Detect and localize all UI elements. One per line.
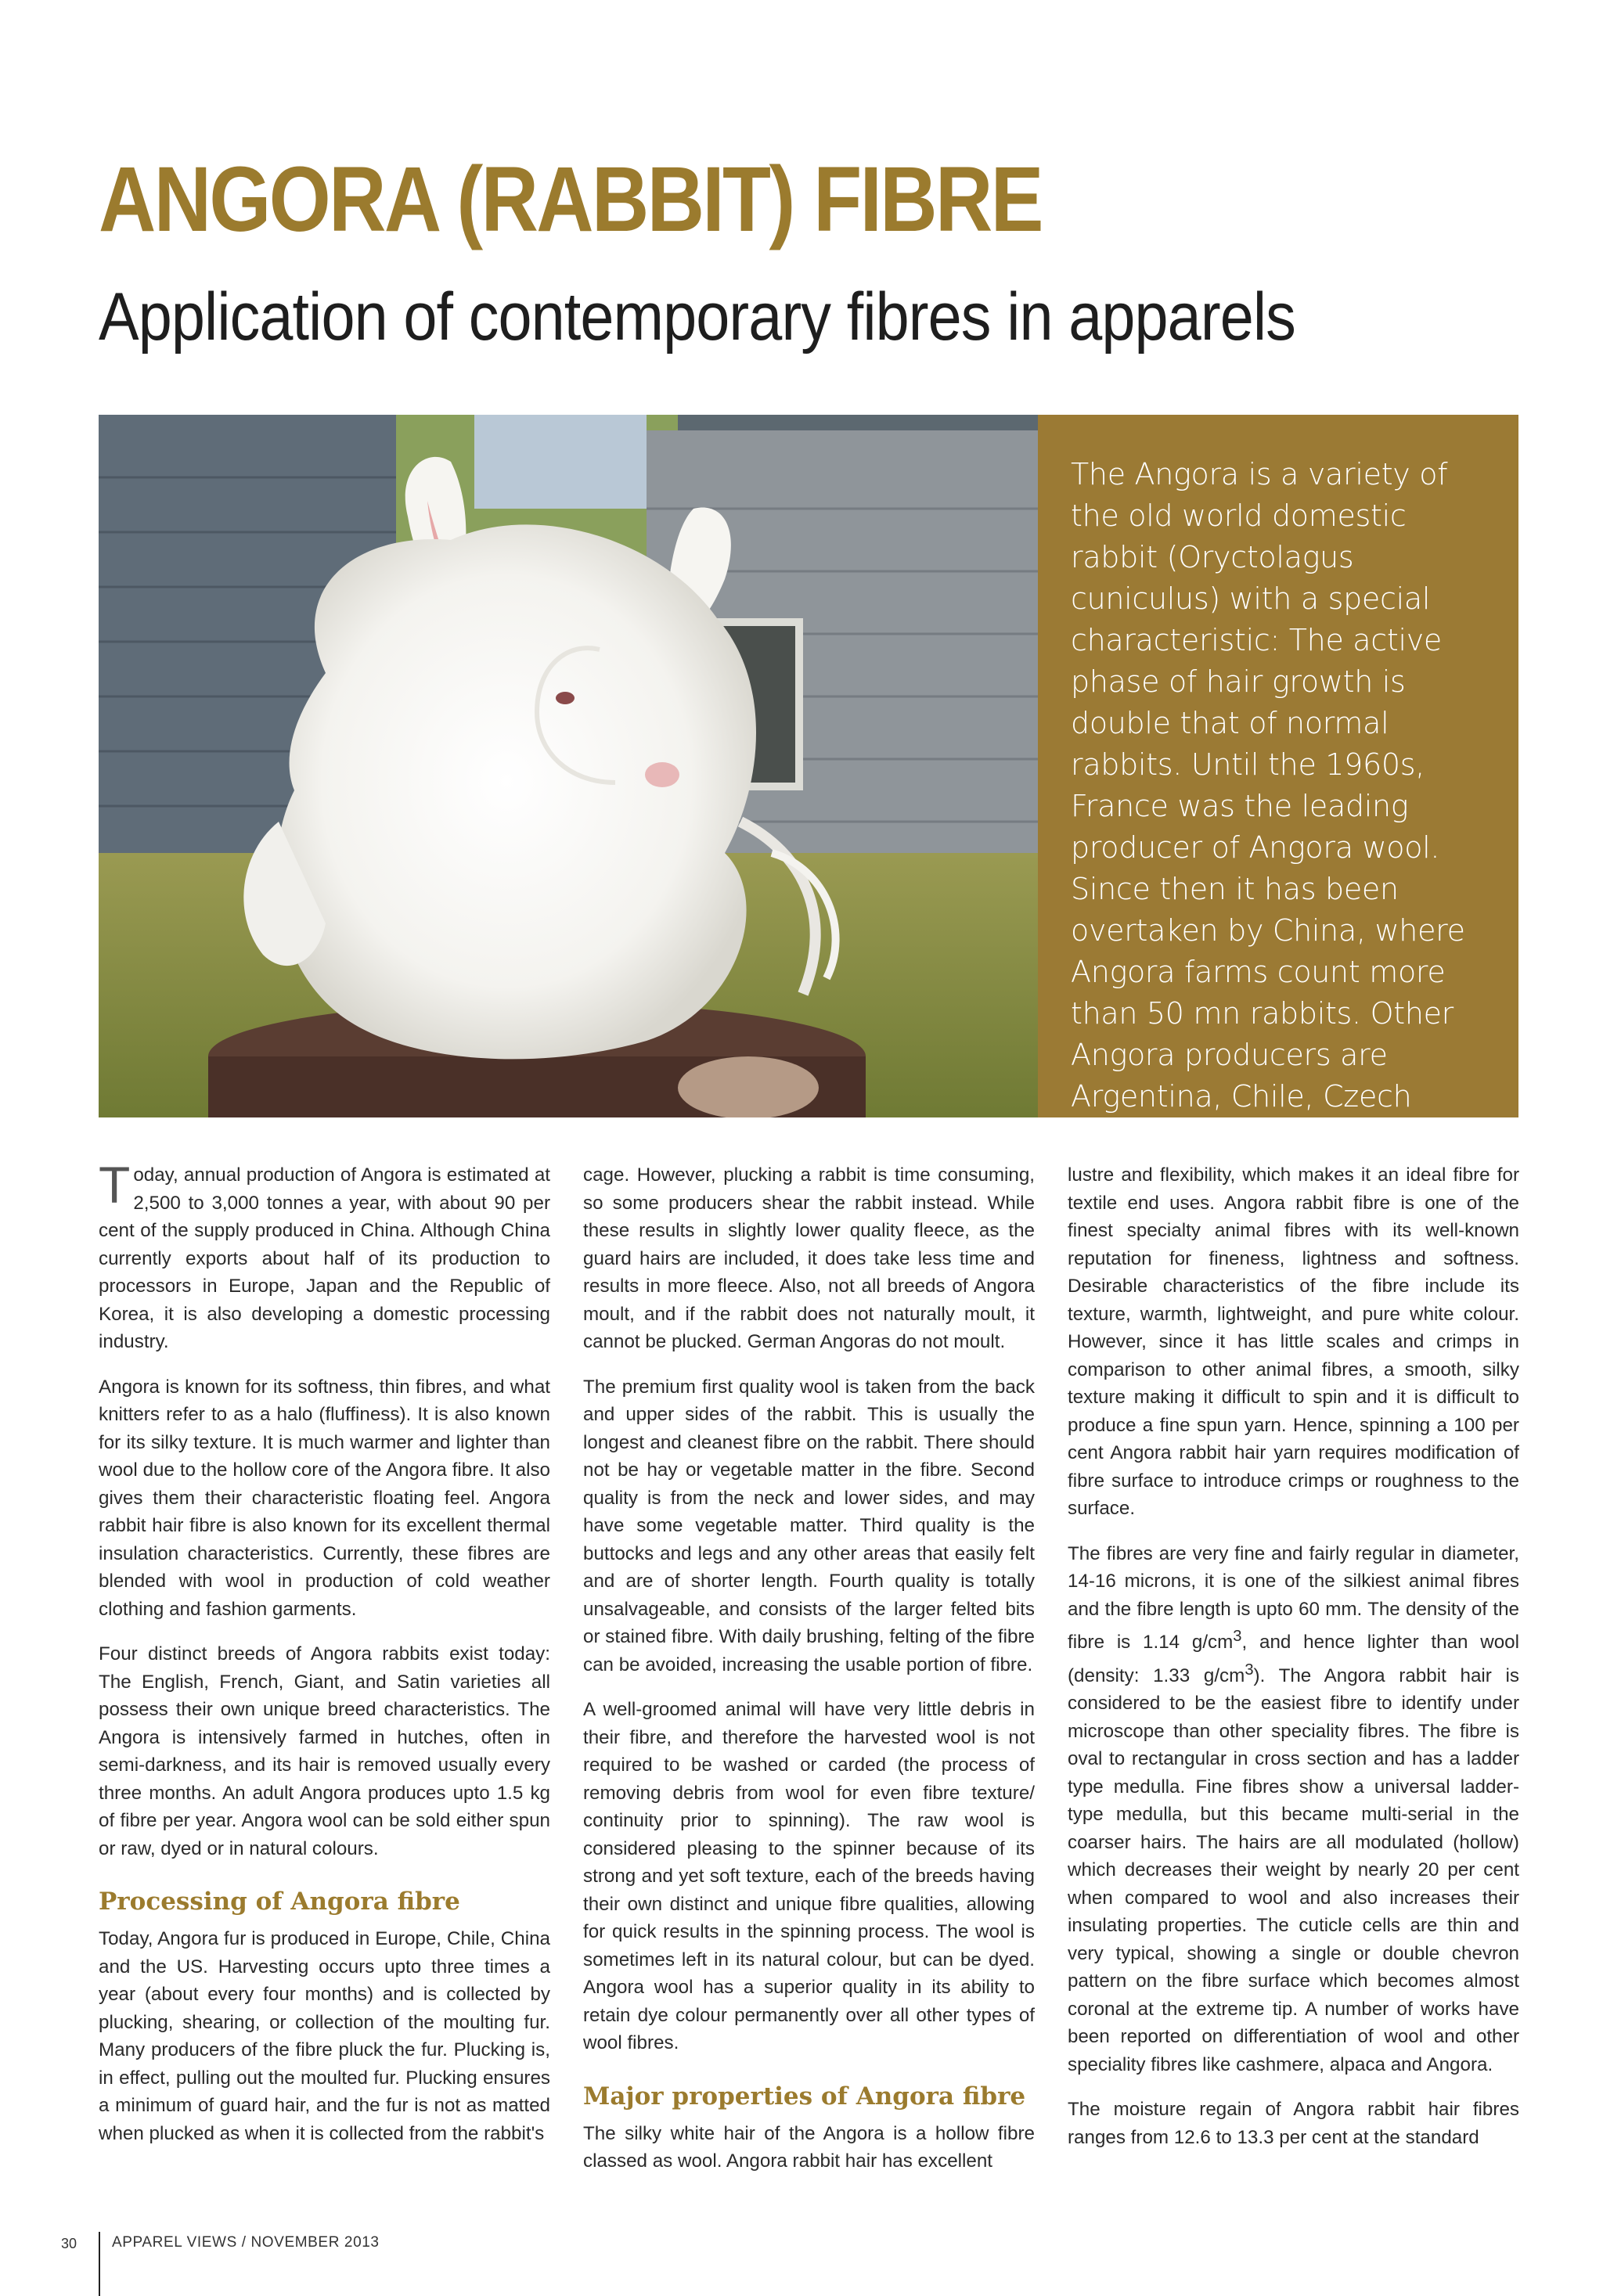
paragraph: The moisture regain of Angora rabbit hair fibres ranges from 12.6 to 13.3 per cent at the standard — [1068, 2099, 1519, 2148]
paragraph: The premium first quality wool is taken from the back and upper sides of the rabbit. This is usually the longest and cleanest fibre on the rabbit. There should not be hay or vegetable matter in the fibre. Second quality is from the neck and lower sides, and may have some vegetable matter. Third quality is the buttocks and legs and any other areas that easily felt and are of shorter length. Fourth quality is totally unsalvageable, and consists of the larger felted bits or stained fibre. With daily brushing, felting of the fibre can be avoided, increasing the usable portion of fibre. — [583, 1376, 1035, 1675]
article-subtitle: Application of contemporary fibres in apparels — [99, 279, 1295, 354]
end-mark-icon — [1400, 1135, 1414, 1149]
superscript: 3 — [1233, 1628, 1242, 1645]
intro-sidebar — [1038, 415, 1518, 1155]
paragraph — [99, 1156, 550, 1356]
paragraph-text: , and hence lighter than wool (density: 1.33 g/cm — [1068, 1632, 1519, 1686]
paragraph-text: oday, annual production of Angora is estimated at 2,500 to 3,000 tonnes a year, with about 90 per cent of the supply produced in China. Although China currently exports about half of its production to processors in Europe, Japan and the Republic of Korea, it is also developing a domestic processing industry. — [99, 1164, 550, 1352]
paragraph-text: The fibres are very fine and fairly regular in diameter, 14-16 microns, it is one of the silkiest animal fibres and the fibre length is upto 60 mm. The density of the fibre is 1.14 g/cm — [1068, 1542, 1519, 1654]
paragraph: Angora is known for its softness, thin fibres, and what knitters refer to as a halo (fluffiness). It is also known for its silky texture. It is much warmer and lighter than wool due to the hollow core of the Angora fibre. It also gives them their characteristic floating feel. Angora rabbit hair fibre is also known for its excellent thermal insulation characteristics. Currently, these fibres are blended with wool in production of cold weather clothing and fashion garments. — [99, 1376, 550, 1620]
paragraph: A well-groomed animal will have very little debris in their fibre, and therefore the harvested wool is not required to be washed or carded (the process of removing debris from wool for even fibre texture/ continuity prior to spinning). The raw wool is considered pleasing to the spinner because of its strong and yet soft texture, each of the breeds having their own distinct and unique fibre qualities, allowing for quick results in the spinning process. The wool is sometimes left in its natural colour, but can be dyed. Angora wool has a superior quality in its ability to retain dye colour permanently over all other types of wool fibres. — [583, 1699, 1035, 2053]
paragraph-text: ). The Angora rabbit hair is considered to be the easiest fibre to identify under microscope than other speciality fibres. The fibre is oval to rectangular in cross section and has a ladder type medulla. Fine fibres show a universal ladder-type medulla, but this became multi-serial in the coarser hairs. The hairs are all modulated (hollow) which decreases their weight by nearly 20 per cent when compared to wool and also increases their insulating properties. The cuticle cells are thin and very typical, showing a single or double chevron pattern on the fibre surface which becomes almost coronal at the extreme tip. A number of works have been reported on differentiation of wool and other speciality fibres like cashmere, alpaca and Angora. — [1068, 1664, 1519, 2075]
section-heading: Processing of Angora fibre — [99, 1888, 460, 1916]
column-3 — [1068, 1161, 1519, 2186]
section-heading: Major properties of Angora fibre — [583, 2082, 1026, 2111]
drop-cap: T — [99, 1156, 131, 1214]
paragraph — [1068, 1540, 1519, 2079]
column-2 — [583, 1161, 1035, 2186]
superscript: 3 — [1245, 1661, 1254, 1679]
rabbit-photo — [99, 415, 1038, 1117]
sidebar-paragraph — [1071, 454, 1487, 1159]
page-number: 30 — [61, 2236, 77, 2251]
column-1 — [99, 1156, 550, 2186]
paragraph: The silky white hair of the Angora is a hollow fibre classed as wool. Angora rabbit hair has excellent — [583, 2122, 1035, 2172]
paragraph: cage. However, plucking a rabbit is time consuming, so some producers shear the rabbit instead. While these results in slightly lower quality fleece, as the guard hairs are included, it does take less time and results in more fleece. Also, not all breeds of Angora moult, and if the rabbit does not naturally moult, it cannot be plucked. German Angoras do not moult. — [583, 1164, 1035, 1352]
sidebar-text: The Angora is a variety of the old world domestic rabbit (Oryctolagus cuniculus) with a special characteristic: The active phase of hair growth is double that of normal rabbits. Until the 1960s, France was the leading producer of Angora wool. Since then it has been overtaken by China, where Angora farms count more than 50 mn rabbits. Other Angora producers are Argentina, Chile, Czech Republic and Hungary — [1071, 457, 1465, 1155]
paragraph: Four distinct breeds of Angora rabbits exist today: The English, French, Giant, and Satin varieties all possess their own unique breed characteristics. The Angora is intensively farmed in hutches, often in semi-darkness, and its hair is removed usually every three months. An adult Angora produces upto 1.5 kg of fibre per year. Angora wool can be sold either spun or raw, dyed or in natural colours. — [99, 1643, 550, 1859]
paragraph: Today, Angora fur is produced in Europe, Chile, China and the US. Harvesting occurs upto three times a year (about every four months) and is collected by plucking, shearing, or collection of the moulting fur. Many producers of the fibre pluck the fur. Plucking is, in effect, pulling out the moulted fur. Plucking ensures a minimum of guard hair, and the fur is not as matted when plucked as when it is collected from the rabbit's — [99, 1928, 550, 2144]
article-body — [99, 1156, 1520, 2186]
publication-footer: APPAREL VIEWS / NOVEMBER 2013 — [112, 2234, 380, 2251]
footer-divider — [99, 2232, 100, 2296]
article-title: ANGORA (RABBIT) FIBRE — [99, 148, 1042, 251]
paragraph: lustre and flexibility, which makes it an ideal fibre for textile end uses. Angora rabbit fibre is one of the finest specialty animal fibres with its well-known reputation for fineness, lightness and softness. Desirable characteristics of the fibre include its texture, warmth, lightweight, and pure white colour. However, since it has little scales and crimps in comparison to other animal fibres, a smooth, silky texture making it difficult to spin and it is difficult to produce a fine spun yarn. Hence, spinning a 100 per cent Angora rabbit hair yarn requires modification of fibre surface to introduce crimps or roughness to the surface. — [1068, 1164, 1519, 1519]
